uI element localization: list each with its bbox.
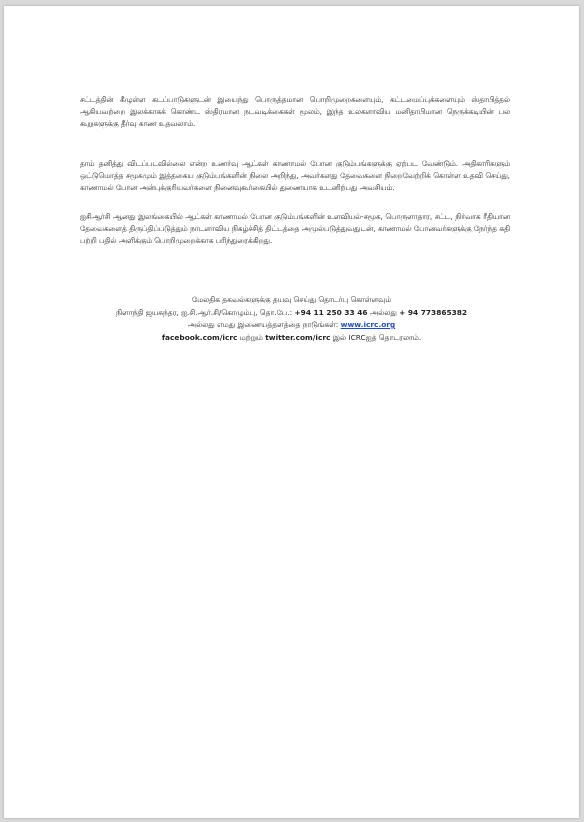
contact-block: [44, 294, 539, 344]
phone-number-2: + 94 773865382: [399, 307, 468, 317]
phone-number-1: +94 11 250 33 46: [294, 307, 368, 317]
document-page: [4, 6, 579, 818]
website-prompt: அல்லது எமது இணையத்தளத்தை நாடுங்கள்:: [187, 320, 341, 329]
contact-line-4: [44, 332, 539, 345]
paragraph-2: தாம் தனித்து விடப்படவில்லை என்ற உணர்வு ஆட்கள் காணாமல் போன குடும்பங்களுக்கு ஏற்பட வேண்டும். அதிகாரிகளும் ஒட்டுமொத்த சமூகமும் இத்தகைய குடும்பங்களின் நிலை அறிந்து, அவர்களது தேவைகளை நிறைவேற்றிக் கொள்ள உதவி செய்து, காணாமல் போன அன்புக்குரியவர்களை நினைவுகூர்கையில் துணையாக உடனிற்பது அவசியம்.: [80, 159, 510, 193]
facebook-link[interactable]: facebook.com/icrc: [161, 332, 238, 342]
or-text: அல்லது: [367, 307, 400, 317]
contact-person: நிளாந்தி ஜயசுந்தர, ஐ.சி.ஆர்.சி/கொழும்பு, தொ.பே.:: [115, 307, 295, 317]
contact-line-2: [44, 307, 539, 320]
paragraph-1: சட்டத்தின் கீழுள்ள கடப்பாடுகளுடன் இயைந்து பொருத்தமான பொறிமுறைகளையும், கட்டமைப்புக்களையும் ஸ்தாபித்தல் ஆகியவற்றை இலக்காகக் கொண்ட ஸ்திரமான நடவடிக்கைகள் மூலம், இந்த உலகளாவிய மனிதாபிமான நெருக்கடியின் பல கூறுகளுக்கு தீர்வு காண உதவலாம்.: [80, 95, 510, 129]
contact-line-1: மேலதிக தகவல்களுக்கு தயவு செய்து தொடர்பு கொள்ளவும்: [191, 295, 392, 304]
paragraph-3: ஐசிஆர்சி ஆனது இலங்கையில் ஆட்கள் காணாமல் போன குடும்பங்களின் உளவியல்-சமூக, பொருளாதார, சட்ட, நிர்வாக ரீதியான தேவைகளைத் திருப்திப்படுத்தும் நாடளாவிய நிகழ்ச்சித் திட்டத்தை அமுல்படுத்துவதுடன், காணாமல் போனவர்களுக்கு நேர்ந்த கதி பற்றி பதில் அளிக்கும் பொறிமுறைக்காக பரிந்துரைக்கிறது.: [80, 212, 510, 246]
and-text: மற்றும்: [237, 332, 266, 342]
contact-line-3: [44, 319, 539, 332]
website-link[interactable]: www.icrc.org: [340, 320, 396, 329]
follow-text: இல் ICRCஐத் தொடரலாம்.: [330, 332, 422, 342]
twitter-link[interactable]: twitter.com/icrc: [265, 332, 331, 342]
